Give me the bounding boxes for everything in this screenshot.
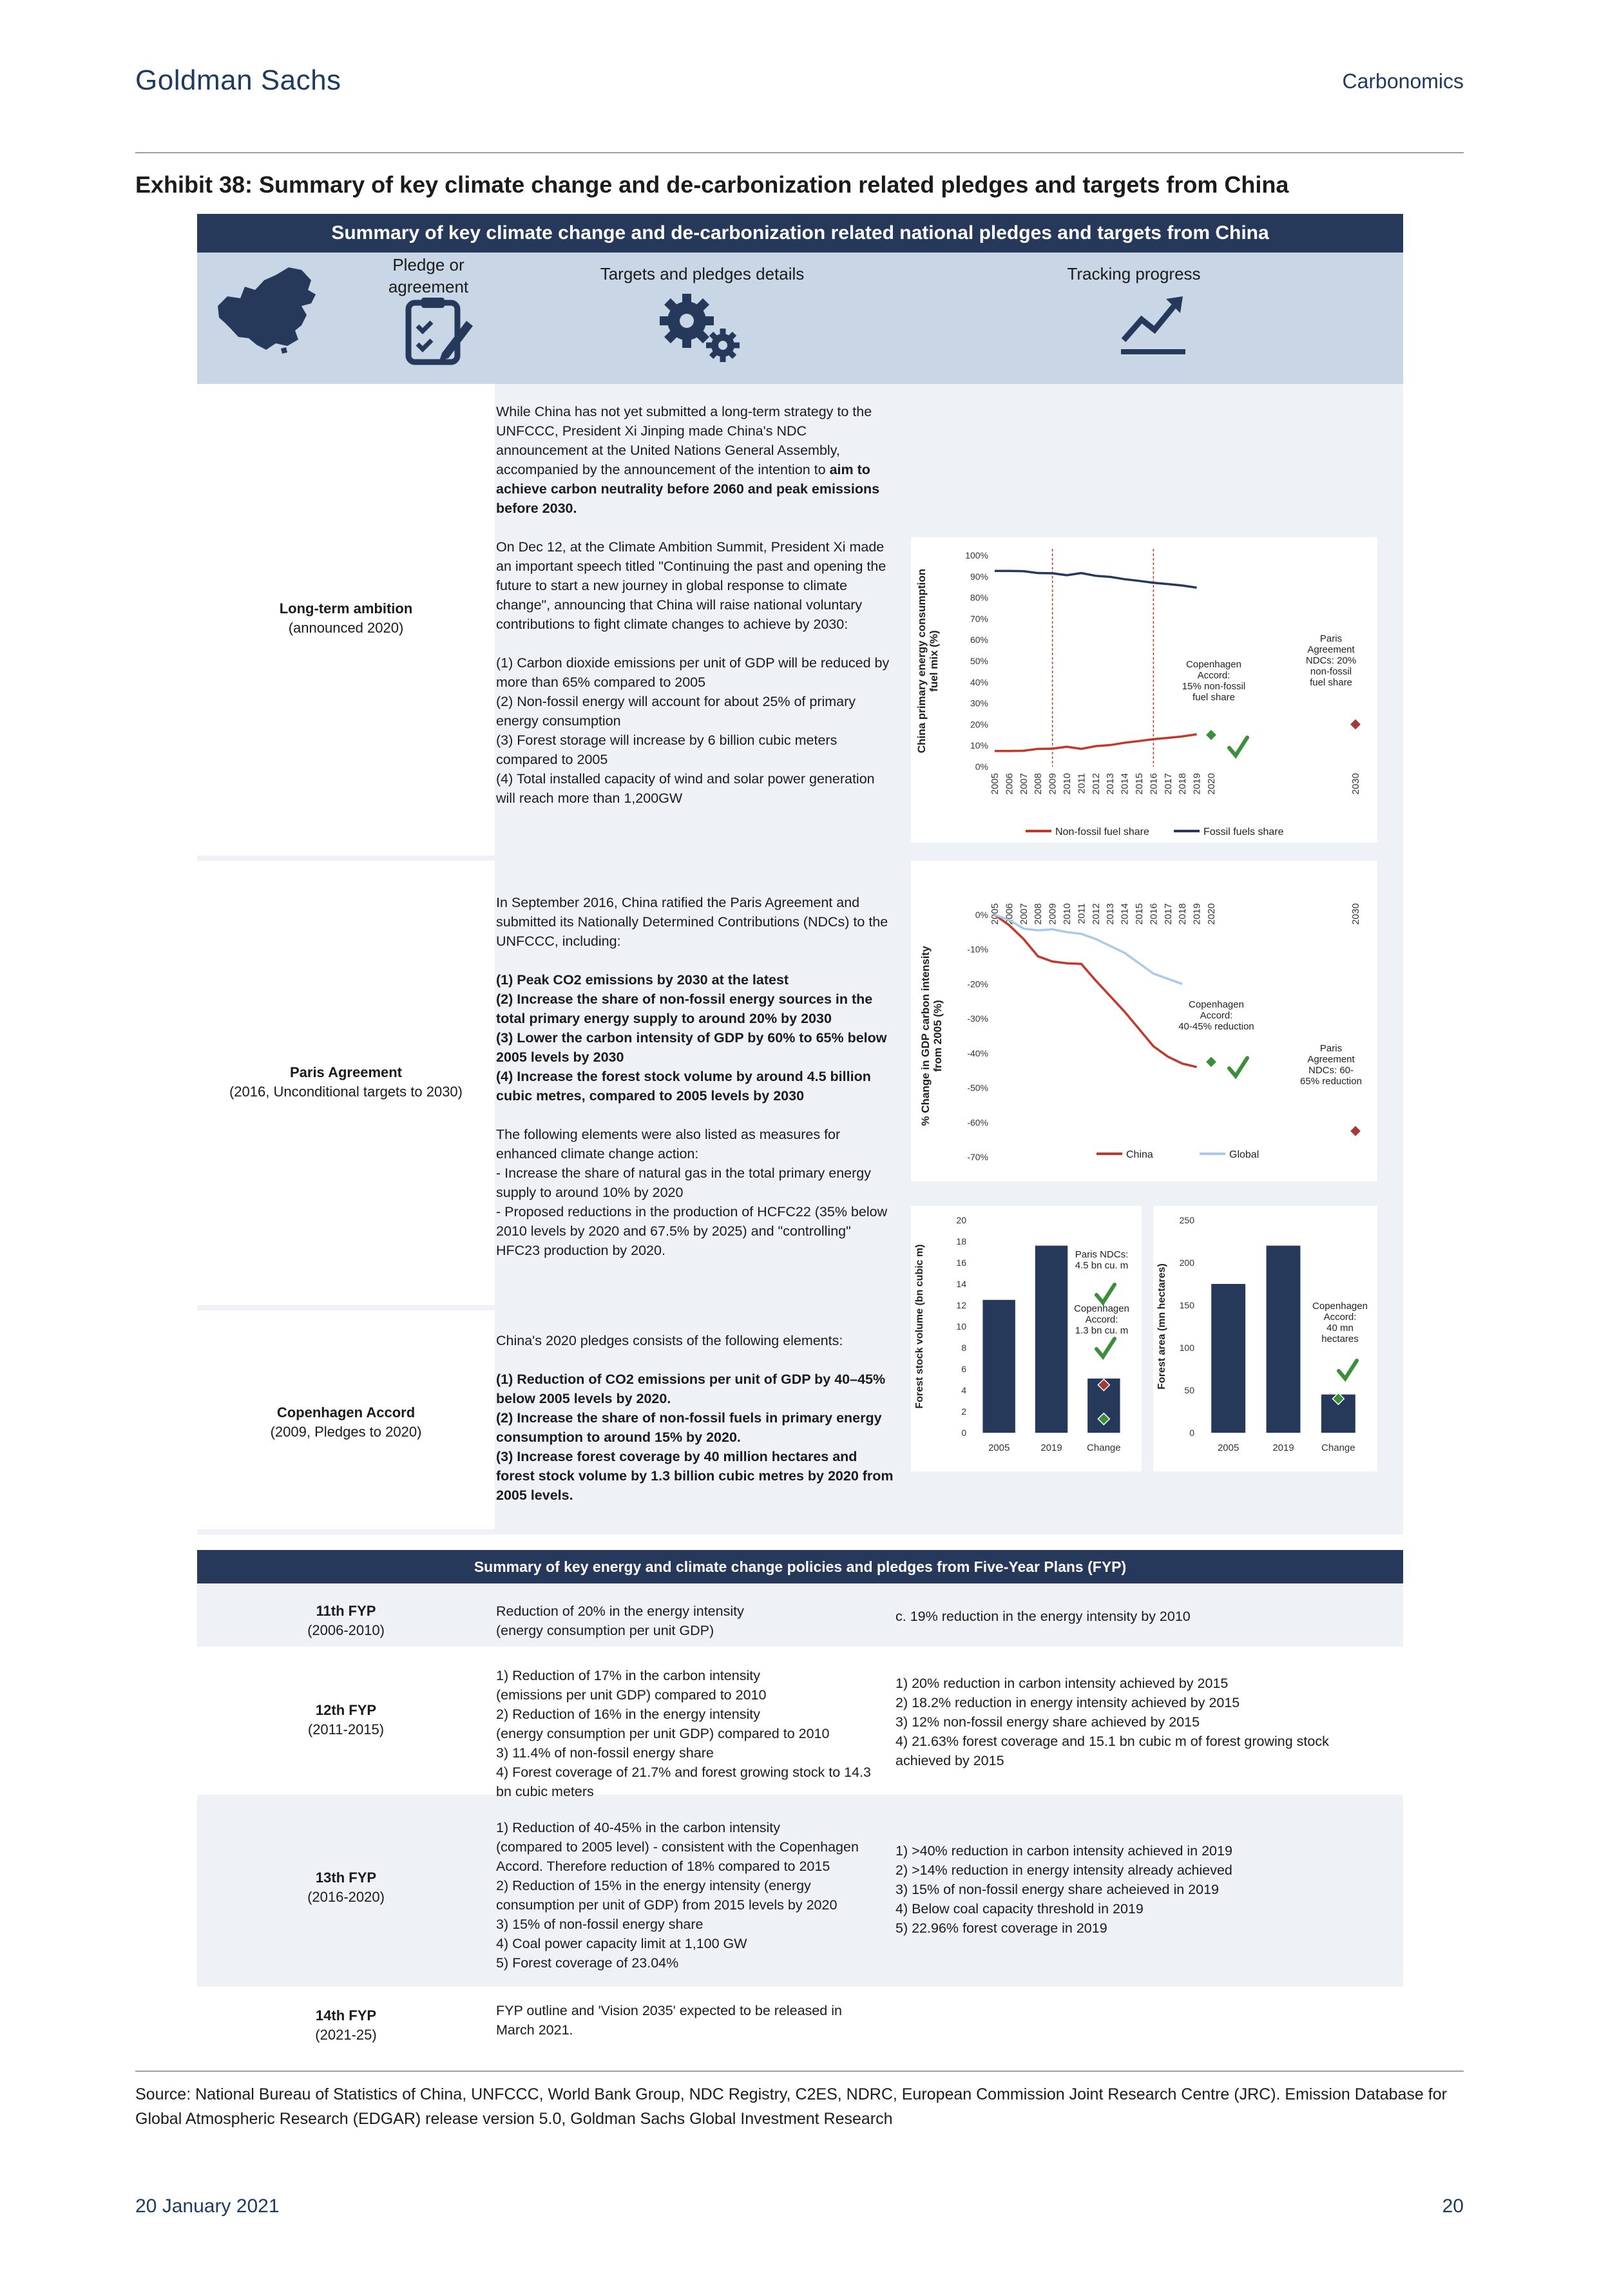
col-tracking-header: Tracking progress xyxy=(1067,264,1201,283)
chart-fuel-mix xyxy=(911,537,1377,843)
y-axis-label: Forest stock volume (bn cubic m) xyxy=(914,1244,925,1409)
x-tick-label: 2008 xyxy=(1033,773,1044,795)
legend-label: Non-fossil fuel share xyxy=(1055,827,1149,837)
target-annotation: NDCs: 60- xyxy=(1308,1065,1354,1076)
target-annotation: 15% non-fossil xyxy=(1182,681,1246,692)
target-annotation: 40 mn xyxy=(1326,1323,1354,1334)
copenhagen-text: China's 2020 pledges consists of the following elements: (1) Reduction of CO2 emissions per unit of GDP by 40–45% below 2005 levels by 2020. (2) Increase the share of non-fossil fuels in primary energy consumption to around 15% by 2020. (3) Increase forest coverage by 40 million hectares and forest stock volume by 1.3 billion cubic metres by 2020 from 2005 levels. xyxy=(496,1333,894,1503)
target-annotation: Copenhagen xyxy=(1186,659,1241,670)
x-tick-label: 2009 xyxy=(1047,773,1058,795)
y-tick-label: 8 xyxy=(961,1343,966,1353)
target-annotation: hectares xyxy=(1321,1334,1359,1344)
x-tick-label: 2005 xyxy=(988,1442,1010,1453)
x-tick-label: 2011 xyxy=(1076,773,1087,794)
y-tick-label: 250 xyxy=(1179,1215,1194,1225)
x-tick-label: 2011 xyxy=(1076,903,1087,924)
section-title: Carbonomics xyxy=(1342,70,1464,93)
target-marker xyxy=(1205,729,1217,741)
x-tick-label: 2020 xyxy=(1206,903,1217,925)
y-tick-label: 70% xyxy=(970,613,988,624)
fyp-targets: 1) Reduction of 40-45% in the carbon intensity (compared to 2005 level) - consistent with the Copenhagen Accord. Therefore reduction of 18% compared to 2015 2) Reduction of 15% in the energy intensity (energy consumption per unit of GDP) from 2015 levels by 2020 3) 15% of non-fossil energy share 4) Coal power capacity limit at 1,100 GW 5) Forest coverage of 23.04% xyxy=(496,1820,859,1971)
y-tick-label: 4 xyxy=(961,1385,966,1395)
series-line-fossil-fuels-share xyxy=(995,571,1197,588)
fyp-label: 11th FYP (2006-2010) xyxy=(307,1603,385,1638)
target-annotation: Copenhagen xyxy=(1312,1301,1368,1312)
fyp-label: 12th FYP (2011-2015) xyxy=(307,1702,385,1737)
fyp-targets: Reduction of 20% in the energy intensity (energy consumption per unit GDP) xyxy=(496,1603,744,1638)
x-tick-label: 2019 xyxy=(1191,773,1203,795)
fyp-banner: Summary of key energy and climate change policies and pledges from Five-Year Plans (FYP) xyxy=(197,1550,1403,1583)
target-annotation: non-fossil xyxy=(1310,666,1352,677)
legend-label: Fossil fuels share xyxy=(1203,827,1284,837)
x-tick-label: 2019 xyxy=(1191,903,1203,925)
fyp-targets: 1) Reduction of 17% in the carbon intensity (emissions per unit GDP) compared to 2010 2) Reduction of 16% in the energy intensity (energy consumption per unit GDP) compared to 2010 3) 11.4% of non-fossil energy share 4) Forest coverage of 21.7% and forest growing stock to 14.3 bn cubic meters xyxy=(496,1668,872,1799)
target-annotation: 1.3 bn cu. m xyxy=(1075,1325,1129,1336)
target-annotation: Paris xyxy=(1319,633,1343,644)
x-tick-label: 2019 xyxy=(1272,1442,1294,1453)
target-annotation: NDCs: 20% xyxy=(1305,655,1357,666)
chart-forest-stock xyxy=(911,1206,1142,1471)
y-tick-label: 80% xyxy=(970,592,988,603)
x-tick-label: 2008 xyxy=(1033,903,1044,925)
col-pledge-header: Pledge or agreement xyxy=(388,255,469,296)
achieved-checkmark xyxy=(1339,1361,1357,1379)
x-tick-label: 2020 xyxy=(1206,773,1217,795)
x-tick-label: 2016 xyxy=(1148,903,1160,925)
y-tick-label: 60% xyxy=(970,635,988,646)
y-tick-label: 18 xyxy=(956,1236,966,1247)
target-annotation: Agreement xyxy=(1307,644,1355,655)
paris-text: In September 2016, China ratified the Paris Agreement and submitted its Nationally Determined Contributions (NDCs) to the UNFCCC, including: (1) Peak CO2 emissions by 2030 at the latest (2) Increase the share of non-fossil energy sources in the total primary energy supply to around 20% by 2030 (3) Lower the carbon intensity of GDP by 60% to 65% below 2005 levels by 2030 (4) Increase the forest stock volume by around 4.5 billion cubic metres, compared to 2005 levels by 2030 The following elements were also listed as measures for enhanced climate change action: - Increase the share of natural gas in the total primary energy supply to around 10% by 2020 - Proposed reductions in the production of HCFC22 (35% below 2010 levels by 2020 and 67.5% by 2025) and "controlling" HFC23 production by 2020. xyxy=(496,895,888,1258)
x-tick-label: 2019 xyxy=(1040,1442,1062,1453)
y-tick-label: -10% xyxy=(967,944,988,955)
header-rule xyxy=(135,152,1464,153)
x-tick-label: 2005 xyxy=(1217,1442,1240,1453)
exhibit-title: Exhibit 38: Summary of key climate change and de-carbonization related pledges and targets from China xyxy=(135,171,1289,198)
bar-2019 xyxy=(1035,1246,1068,1433)
y-tick-label: 150 xyxy=(1179,1300,1194,1310)
footer-date: 20 January 2021 xyxy=(135,2196,280,2217)
col-targets-header: Targets and pledges details xyxy=(600,264,805,283)
target-annotation: Paris NDCs: xyxy=(1075,1249,1129,1260)
series-line-china xyxy=(995,915,1197,1067)
target-annotation: Copenhagen xyxy=(1074,1303,1129,1314)
y-tick-label: -30% xyxy=(967,1013,988,1024)
x-tick-label: 2017 xyxy=(1162,773,1174,795)
x-tick-label: 2005 xyxy=(990,903,1001,925)
target-annotation: 65% reduction xyxy=(1300,1076,1362,1087)
legend-label: China xyxy=(1126,1149,1153,1160)
x-tick-label: 2014 xyxy=(1119,903,1131,925)
bar-2019 xyxy=(1267,1246,1301,1433)
y-tick-label: -40% xyxy=(967,1048,988,1058)
x-tick-label: 2007 xyxy=(1018,773,1029,795)
y-tick-label: 6 xyxy=(961,1364,966,1374)
target-annotation: Accord: xyxy=(1323,1312,1357,1323)
fyp-label: 13th FYP (2016-2020) xyxy=(307,1870,385,1905)
y-axis-label: China primary energy consumptionfuel mix (%) xyxy=(915,568,940,754)
y-tick-label: 50% xyxy=(970,656,988,666)
y-tick-label: 16 xyxy=(956,1258,966,1268)
y-tick-label: -50% xyxy=(967,1082,988,1093)
y-tick-label: 0% xyxy=(975,761,988,772)
target-marker xyxy=(1350,718,1361,730)
y-tick-label: -20% xyxy=(967,979,988,990)
y-tick-label: 100% xyxy=(965,550,988,560)
y-tick-label: 2 xyxy=(961,1406,966,1417)
chart-forest-area xyxy=(1153,1206,1377,1471)
row-label-longterm: Long-term ambition (announced 2020) xyxy=(279,600,413,636)
y-tick-label: 50 xyxy=(1184,1385,1194,1395)
x-tick-label: 2014 xyxy=(1119,773,1131,795)
bar-2005 xyxy=(1211,1284,1245,1433)
series-line-non-fossil-fuel-share xyxy=(995,734,1197,751)
chart-carbon-intensity xyxy=(911,861,1377,1181)
y-tick-label: 20 xyxy=(956,1215,966,1225)
target-marker xyxy=(1350,1125,1361,1137)
y-tick-label: 0 xyxy=(1189,1428,1194,1438)
x-tick-label: 2018 xyxy=(1177,903,1189,925)
x-tick-label: 2010 xyxy=(1062,903,1073,925)
target-annotation: Accord: xyxy=(1200,1010,1233,1021)
source-rule xyxy=(135,2071,1464,2072)
x-tick-label: 2006 xyxy=(1004,903,1015,925)
trend-up-icon xyxy=(1118,287,1189,358)
y-tick-label: -70% xyxy=(967,1152,988,1162)
x-tick-label: 2009 xyxy=(1047,903,1058,925)
x-tick-label: 2015 xyxy=(1134,903,1145,925)
x-tick-label: 2030 xyxy=(1350,903,1361,925)
achieved-checkmark xyxy=(1096,1285,1115,1303)
target-annotation: Copenhagen xyxy=(1189,999,1244,1010)
y-tick-label: 14 xyxy=(956,1279,966,1289)
fyp-progress: c. 19% reduction in the energy intensity by 2010 xyxy=(895,1609,1191,1624)
target-annotation: Accord: xyxy=(1197,670,1230,681)
fyp-targets: FYP outline and 'Vision 2035' expected to be released in March 2021. xyxy=(496,2003,842,2038)
fyp-progress: 1) 20% reduction in carbon intensity achieved by 2015 2) 18.2% reduction in energy intensity achieved by 2015 3) 12% non-fossil energy share achieved by 2015 4) 21.63% forest coverage and 15.1 bn cubic m of forest growing stock achieved by 2015 xyxy=(895,1676,1329,1768)
y-tick-label: 90% xyxy=(970,571,988,582)
page-number: 20 xyxy=(1442,2196,1464,2217)
y-tick-label: 12 xyxy=(956,1300,966,1310)
x-tick-label: 2012 xyxy=(1090,773,1102,795)
fyp-progress: 1) >40% reduction in carbon intensity achieved in 2019 2) >14% reduction in energy intensity already achieved 3) 15% of non-fossil energy share acheieved in 2019 4) Below coal capacity threshold in 2019 5) 22.96% forest coverage in 2019 xyxy=(895,1843,1232,1936)
x-tick-label: 2016 xyxy=(1148,773,1160,795)
china-map-icon xyxy=(205,261,327,358)
target-annotation: Agreement xyxy=(1307,1054,1355,1065)
table-banner: Summary of key climate change and de-carbonization related national pledges and targets from China xyxy=(197,214,1403,253)
x-tick-label: 2007 xyxy=(1018,903,1029,925)
legend-label: Global xyxy=(1229,1149,1259,1160)
y-tick-label: -60% xyxy=(967,1117,988,1128)
target-annotation: Accord: xyxy=(1085,1314,1118,1325)
achieved-checkmark xyxy=(1229,1058,1247,1076)
x-tick-label: 2030 xyxy=(1350,773,1361,795)
y-tick-label: 0% xyxy=(975,910,988,920)
x-tick-label: 2017 xyxy=(1162,903,1174,925)
y-tick-label: 20% xyxy=(970,719,988,730)
y-tick-label: 100 xyxy=(1179,1343,1194,1353)
x-tick-label: 2010 xyxy=(1062,773,1073,795)
target-annotation: fuel share xyxy=(1192,692,1235,703)
gears-icon xyxy=(653,289,750,366)
y-tick-label: 200 xyxy=(1179,1258,1194,1268)
x-tick-label: 2006 xyxy=(1004,773,1015,795)
x-tick-label: 2015 xyxy=(1134,773,1145,795)
y-tick-label: 0 xyxy=(961,1428,966,1438)
clipboard-pen-icon xyxy=(405,296,475,367)
target-annotation: Paris xyxy=(1319,1043,1343,1054)
achieved-checkmark xyxy=(1229,738,1247,756)
y-tick-label: 10 xyxy=(956,1321,966,1332)
achieved-checkmark xyxy=(1096,1339,1115,1357)
x-tick-label: 2013 xyxy=(1105,773,1116,795)
brand-title: Goldman Sachs xyxy=(135,64,341,96)
y-axis-label: % Change in GDP carbon intensityfrom 2005 (%) xyxy=(919,946,944,1126)
row-label-copenhagen: Copenhagen Accord (2009, Pledges to 2020) xyxy=(270,1404,422,1440)
x-tick-label: 2005 xyxy=(990,773,1001,795)
target-annotation: 4.5 bn cu. m xyxy=(1075,1260,1129,1271)
row-label-paris: Paris Agreement (2016, Unconditional targets to 2030) xyxy=(229,1064,463,1100)
y-tick-label: 30% xyxy=(970,698,988,709)
x-tick-label: Change xyxy=(1087,1442,1121,1453)
target-marker xyxy=(1205,1056,1217,1067)
x-tick-label: 2013 xyxy=(1105,903,1116,925)
y-tick-label: 10% xyxy=(970,740,988,751)
x-tick-label: 2012 xyxy=(1090,903,1102,925)
target-annotation: fuel share xyxy=(1310,677,1352,688)
target-annotation: 40-45% reduction xyxy=(1178,1021,1254,1032)
x-tick-label: 2018 xyxy=(1177,773,1189,795)
source-note: Source: National Bureau of Statistics of China, UNFCCC, World Bank Group, NDC Registry, C2ES, NDRC, European Commission Joint Research Centre (JRC). Emission Database for Global Atmospheric Research (EDGAR) release version 5.0, Goldman Sachs Global Investment Research xyxy=(135,2085,1447,2128)
fyp-label: 14th FYP (2021-25) xyxy=(315,2007,377,2043)
x-tick-label: Change xyxy=(1321,1442,1355,1453)
bar-2005 xyxy=(982,1300,1015,1433)
y-tick-label: 40% xyxy=(970,676,988,687)
longterm-text: While China has not yet submitted a long-term strategy to the UNFCCC, President Xi Jinping made China's NDC announcement at the United Nations General Assembly, accompanied by the announcement of the intention to aim to achieve carbon neutrality before 2060 and peak emissions before 2030. On Dec 12, at the Climate Ambition Summit, President Xi made an important speech titled "Continuing the past and opening the future to start a new journey in global response to climate change", announcing that China will raise national voluntary contributions to fight climate changes to achieve by 2030: (1) Carbon dioxide emissions per unit of GDP will be reduced by more than 65% compared to 2005 (2) Non-fossil energy will account for about 25% of primary energy consumption (3) Forest storage will increase by 6 billion cubic meters compared to 2005 (4) Total installed capacity of wind and solar power generation will reach more than 1,200GW xyxy=(496,404,890,806)
y-axis-label: Forest area (mn hectares) xyxy=(1156,1263,1167,1390)
